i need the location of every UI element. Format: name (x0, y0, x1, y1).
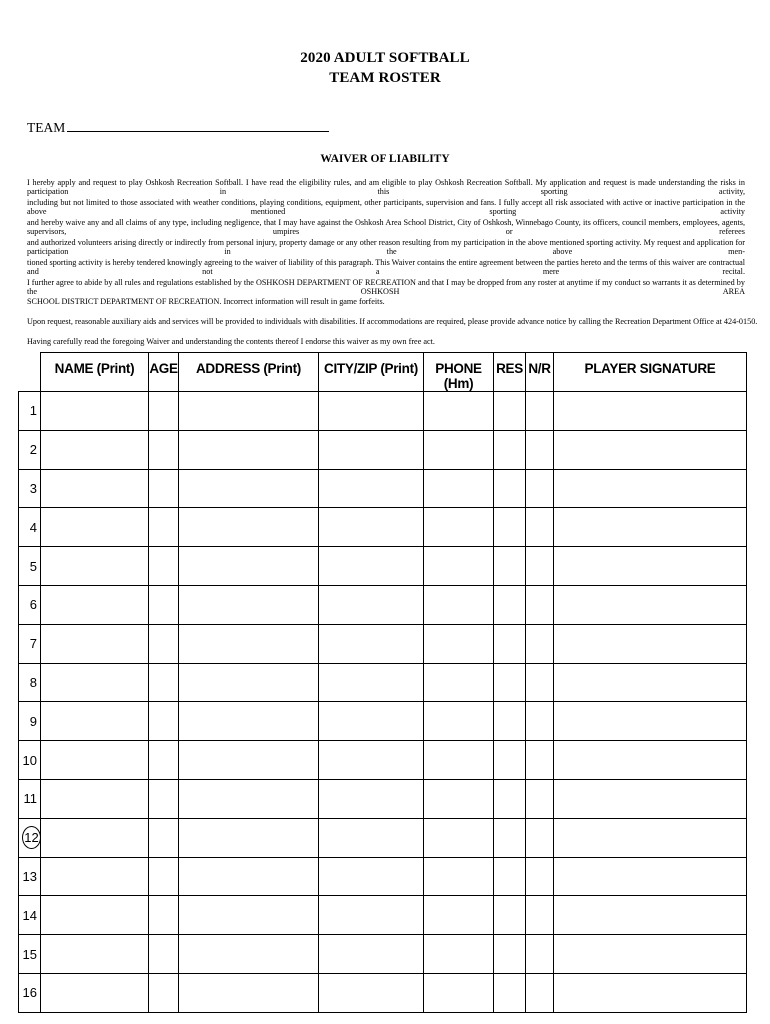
address-cell[interactable] (179, 779, 319, 818)
res-cell[interactable] (494, 741, 526, 780)
waiver-line: I further agree to abide by all rules and regulations established by the OSHKOSH DEPARTMENT OF RECREATION and that I may be dropped from any roster at anytime if my conduct so warrants it as determined by the OSHKOSH AREA (27, 278, 745, 296)
res-cell[interactable] (494, 973, 526, 1012)
team-label: TEAM (27, 120, 66, 135)
signature-cell[interactable] (554, 508, 747, 547)
phone-cell[interactable] (424, 624, 494, 663)
address-cell[interactable] (179, 857, 319, 896)
age-cell[interactable] (149, 585, 179, 624)
res-cell[interactable] (494, 547, 526, 586)
age-cell[interactable] (149, 624, 179, 663)
row-number (19, 430, 41, 469)
row-number-header (19, 353, 41, 392)
team-field[interactable] (27, 118, 329, 136)
address-cell[interactable] (179, 469, 319, 508)
name-cell[interactable] (41, 973, 149, 1012)
name-cell[interactable] (41, 469, 149, 508)
name-cell[interactable] (41, 508, 149, 547)
row-number (19, 896, 41, 935)
address-cell[interactable] (179, 741, 319, 780)
address-cell[interactable] (179, 973, 319, 1012)
city-zip-cell[interactable] (319, 973, 424, 1012)
row-number (19, 702, 41, 741)
table-row (19, 818, 747, 857)
signature-cell[interactable] (554, 702, 747, 741)
column-header-city-zip: CITY/ZIP (Print) (319, 353, 424, 392)
nr-cell[interactable] (526, 818, 554, 857)
row-number (19, 469, 41, 508)
age-cell[interactable] (149, 702, 179, 741)
phone-cell[interactable] (424, 857, 494, 896)
address-cell[interactable] (179, 818, 319, 857)
row-number (19, 547, 41, 586)
age-cell[interactable] (149, 935, 179, 974)
name-cell[interactable] (41, 585, 149, 624)
waiver-heading: WAIVER OF LIABILITY (320, 153, 450, 165)
phone-cell[interactable] (424, 469, 494, 508)
waiver-line: Having carefully read the foregoing Waiver and understanding the contents thereof I endorse this waiver as my own free act. (27, 337, 435, 346)
row-number-label: 5 (29, 558, 37, 574)
row-number-label: 9 (29, 713, 37, 729)
waiver-line: and hereby waive any and all claims of any type, including negligence, that I may have against the Oshkosh Area School District, City of Oshkosh, Winnebago County, its officers, council members, employees, agents, supervisors, umpires or referees (27, 218, 745, 236)
age-cell[interactable] (149, 896, 179, 935)
city-zip-cell[interactable] (319, 624, 424, 663)
row-number-label: 6 (29, 597, 37, 613)
row-number (19, 779, 41, 818)
nr-cell[interactable] (526, 741, 554, 780)
table-row (19, 392, 747, 431)
team-name-line[interactable] (67, 118, 329, 132)
age-cell[interactable] (149, 663, 179, 702)
table-row (19, 702, 747, 741)
city-zip-cell[interactable] (319, 585, 424, 624)
name-cell[interactable] (41, 779, 149, 818)
nr-cell[interactable] (526, 469, 554, 508)
phone-cell[interactable] (424, 547, 494, 586)
city-zip-cell[interactable] (319, 430, 424, 469)
row-number-label: 8 (29, 674, 37, 690)
signature-cell[interactable] (554, 779, 747, 818)
nr-cell[interactable] (526, 702, 554, 741)
res-cell[interactable] (494, 702, 526, 741)
city-zip-cell[interactable] (319, 469, 424, 508)
row-number (19, 857, 41, 896)
row-number (19, 741, 41, 780)
nr-cell[interactable] (526, 779, 554, 818)
city-zip-cell[interactable] (319, 935, 424, 974)
row-number (19, 663, 41, 702)
res-cell[interactable] (494, 430, 526, 469)
age-cell[interactable] (149, 818, 179, 857)
address-cell[interactable] (179, 547, 319, 586)
signature-cell[interactable] (554, 430, 747, 469)
signature-cell[interactable] (554, 663, 747, 702)
row-number (19, 508, 41, 547)
city-zip-cell[interactable] (319, 818, 424, 857)
table-row (19, 585, 747, 624)
phone-cell[interactable] (424, 935, 494, 974)
address-cell[interactable] (179, 935, 319, 974)
res-cell[interactable] (494, 779, 526, 818)
signature-cell[interactable] (554, 624, 747, 663)
age-cell[interactable] (149, 857, 179, 896)
res-cell[interactable] (494, 469, 526, 508)
table-row (19, 508, 747, 547)
address-cell[interactable] (179, 624, 319, 663)
phone-cell[interactable] (424, 392, 494, 431)
name-cell[interactable] (41, 663, 149, 702)
row-number-label: 4 (29, 519, 37, 535)
row-number-label: 14 (22, 907, 37, 923)
waiver-line: and authorized volunteers arising directly or indirectly from personal injury, property damage or any other reason resulting from my participation in the above mentioned sporting activity. My request and application for participation in the above men- (27, 238, 745, 256)
res-cell[interactable] (494, 818, 526, 857)
signature-cell[interactable] (554, 741, 747, 780)
row-number (19, 585, 41, 624)
table-row (19, 469, 747, 508)
signature-cell[interactable] (554, 935, 747, 974)
address-cell[interactable] (179, 508, 319, 547)
nr-cell[interactable] (526, 896, 554, 935)
name-cell[interactable] (41, 392, 149, 431)
nr-cell[interactable] (526, 430, 554, 469)
phone-cell[interactable] (424, 973, 494, 1012)
roster-body (19, 392, 747, 1013)
age-cell[interactable] (149, 508, 179, 547)
phone-cell[interactable] (424, 702, 494, 741)
address-cell[interactable] (179, 585, 319, 624)
city-zip-cell[interactable] (319, 663, 424, 702)
phone-cell[interactable] (424, 508, 494, 547)
city-zip-cell[interactable] (319, 896, 424, 935)
table-row (19, 624, 747, 663)
res-cell[interactable] (494, 624, 526, 663)
row-number-label: 15 (22, 946, 37, 962)
nr-cell[interactable] (526, 857, 554, 896)
row-number-label: 2 (29, 442, 37, 458)
city-zip-cell[interactable] (319, 857, 424, 896)
phone-cell[interactable] (424, 896, 494, 935)
roster-subtitle: TEAM ROSTER (329, 70, 441, 86)
roster-title: 2020 ADULT SOFTBALL (300, 50, 470, 66)
city-zip-cell[interactable] (319, 779, 424, 818)
age-cell[interactable] (149, 430, 179, 469)
table-header-row (19, 353, 747, 392)
nr-cell[interactable] (526, 508, 554, 547)
age-cell[interactable] (149, 741, 179, 780)
signature-cell[interactable] (554, 392, 747, 431)
name-cell[interactable] (41, 935, 149, 974)
signature-cell[interactable] (554, 818, 747, 857)
age-cell[interactable] (149, 779, 179, 818)
row-number (19, 624, 41, 663)
row-number-label: 1 (29, 403, 37, 419)
age-cell[interactable] (149, 392, 179, 431)
row-number-label: 10 (22, 752, 37, 768)
signature-cell[interactable] (554, 973, 747, 1012)
row-number-label: 11 (23, 791, 37, 807)
address-cell[interactable] (179, 430, 319, 469)
column-header-name: NAME (Print) (41, 353, 149, 392)
nr-cell[interactable] (526, 547, 554, 586)
signature-cell[interactable] (554, 547, 747, 586)
age-cell[interactable] (149, 973, 179, 1012)
table-row (19, 547, 747, 586)
address-cell[interactable] (179, 392, 319, 431)
res-cell[interactable] (494, 508, 526, 547)
nr-cell[interactable] (526, 392, 554, 431)
table-row (19, 430, 747, 469)
name-cell[interactable] (41, 818, 149, 857)
phone-cell[interactable] (424, 779, 494, 818)
name-cell[interactable] (41, 702, 149, 741)
name-cell[interactable] (41, 547, 149, 586)
phone-cell[interactable] (424, 741, 494, 780)
waiver-line: SCHOOL DISTRICT DEPARTMENT OF RECREATION. Incorrect information will result in game forfeits. (27, 297, 385, 306)
phone-cell[interactable] (424, 818, 494, 857)
res-cell[interactable] (494, 857, 526, 896)
nr-cell[interactable] (526, 585, 554, 624)
city-zip-cell[interactable] (319, 547, 424, 586)
row-number (19, 818, 41, 857)
waiver-line: including but not limited to those associated with weather conditions, playing conditions, equipment, other participants, supervision and fans. I fully accept all risk associated with active or inactive participation in the above mentioned sporting activity (27, 198, 745, 216)
column-header-phone: PHONE (Hm) (424, 353, 494, 392)
name-cell[interactable] (41, 624, 149, 663)
res-cell[interactable] (494, 585, 526, 624)
column-header-res: RES (494, 353, 526, 392)
row-number-label: 7 (29, 636, 37, 652)
age-cell[interactable] (149, 469, 179, 508)
city-zip-cell[interactable] (319, 702, 424, 741)
city-zip-cell[interactable] (319, 508, 424, 547)
phone-cell[interactable] (424, 663, 494, 702)
row-number-label: 13 (22, 868, 37, 884)
address-cell[interactable] (179, 702, 319, 741)
column-header-address: ADDRESS (Print) (179, 353, 319, 392)
column-header-nr: N/R (526, 353, 554, 392)
row-number-label: 16 (22, 985, 37, 1001)
table-row (19, 857, 747, 896)
phone-cell[interactable] (424, 585, 494, 624)
phone-cell[interactable] (424, 430, 494, 469)
column-header-player-signature: PLAYER SIGNATURE (554, 353, 747, 392)
nr-cell[interactable] (526, 935, 554, 974)
signature-cell[interactable] (554, 585, 747, 624)
city-zip-cell[interactable] (319, 392, 424, 431)
row-number-label: 3 (29, 480, 37, 496)
res-cell[interactable] (494, 896, 526, 935)
nr-cell[interactable] (526, 663, 554, 702)
res-cell[interactable] (494, 392, 526, 431)
table-row (19, 779, 747, 818)
res-cell[interactable] (494, 663, 526, 702)
circled-row-number: 12 (22, 826, 41, 849)
nr-cell[interactable] (526, 973, 554, 1012)
address-cell[interactable] (179, 896, 319, 935)
row-number (19, 392, 41, 431)
table-row (19, 741, 747, 780)
name-cell[interactable] (41, 741, 149, 780)
waiver-line: Upon request, reasonable auxiliary aids and services will be provided to individuals with disabilities. If accommodations are required, please provide advance notice by calling the Recreation Department Office at 424-0150. (27, 317, 758, 326)
waiver-line: I hereby apply and request to play Oshkosh Recreation Softball. I have read the eligibility rules, and am eligible to play Oshkosh Recreation Softball. My application and request is made understanding the risks in participation in this sporting activity, (27, 178, 745, 196)
table-row (19, 935, 747, 974)
res-cell[interactable] (494, 935, 526, 974)
address-cell[interactable] (179, 663, 319, 702)
signature-cell[interactable] (554, 896, 747, 935)
row-number (19, 973, 41, 1012)
roster-table (18, 352, 747, 1013)
table-row (19, 896, 747, 935)
name-cell[interactable] (41, 857, 149, 896)
city-zip-cell[interactable] (319, 741, 424, 780)
table-row (19, 973, 747, 1012)
table-row (19, 663, 747, 702)
age-cell[interactable] (149, 547, 179, 586)
waiver-line: tioned sporting activity is hereby tendered knowingly agreeing to the waiver of liability of this paragraph. This Waiver contains the entire agreement between the parties hereto and the terms of this waiver are contractual and not a mere recital. (27, 258, 745, 276)
signature-cell[interactable] (554, 469, 747, 508)
column-header-age: AGE (149, 353, 179, 392)
row-number (19, 935, 41, 974)
name-cell[interactable] (41, 430, 149, 469)
name-cell[interactable] (41, 896, 149, 935)
nr-cell[interactable] (526, 624, 554, 663)
signature-cell[interactable] (554, 857, 747, 896)
